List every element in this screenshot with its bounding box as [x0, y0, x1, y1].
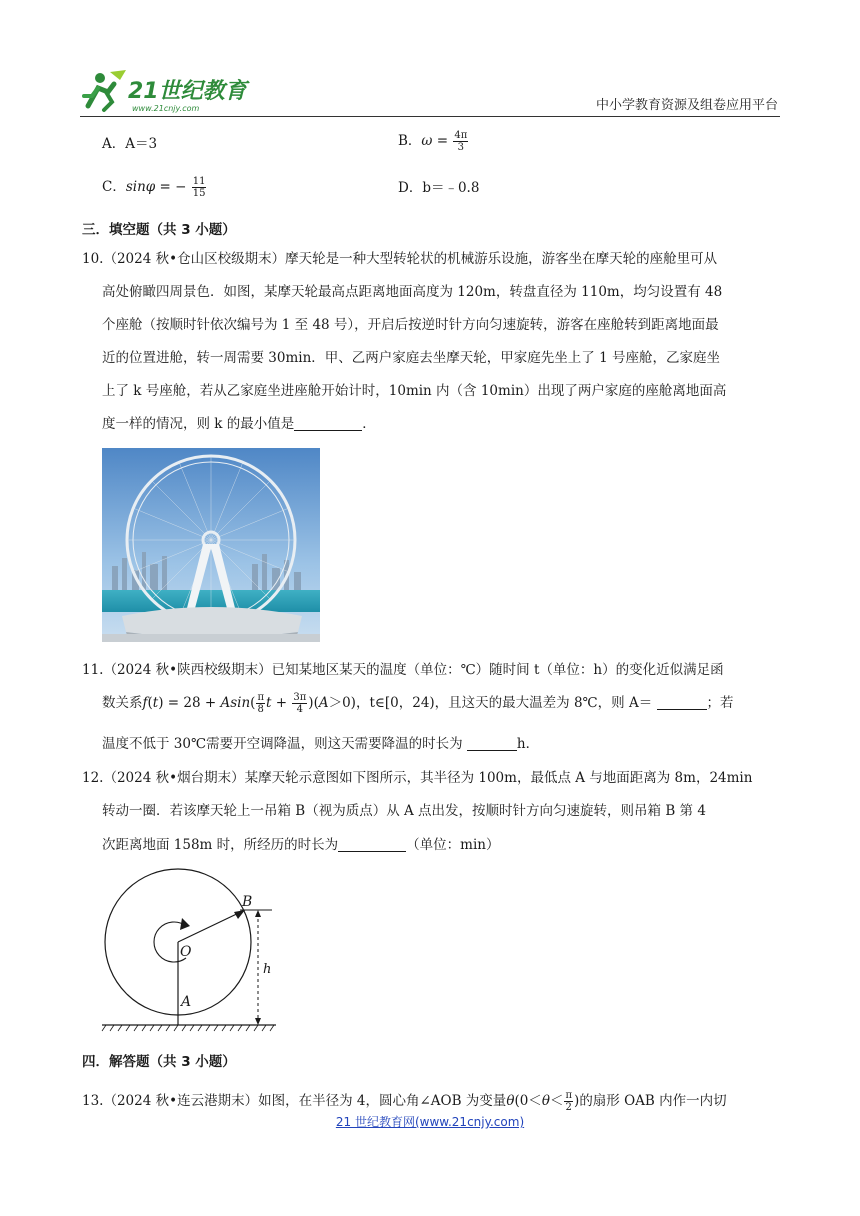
q11-line1: 11.（2024 秋•陕西校级期末）已知某地区某天的温度（单位：℃）随时间 t（单位：h）的变化近似满足函: [82, 662, 724, 678]
footer-link[interactable]: 21 世纪教育网(www.21cnjy.com): [335, 1115, 525, 1129]
answer-blank: [338, 837, 406, 852]
platform-name: 中小学教育资源及组卷应用平台: [595, 98, 778, 113]
q10-line1: 10.（2024 秋•仓山区校级期末）摩天轮是一种大型转轮状的机械游乐设施，游客坐在摩天轮的座舱里可从: [82, 251, 718, 267]
q11-line2: 数关系f(t) = 28 + Asin( $\frac{\pi}{8}$ t + $\frac{3\pi}{4}$ )(A＞0)，t∈[0，24)，且这天的最大温差为 8℃，则 A＝ ；若: [102, 692, 734, 715]
answer-blank: [294, 416, 362, 431]
fraction: $\frac{11}{15}$: [192, 176, 206, 199]
answer-blank: [467, 736, 517, 751]
q10-line3: 个座舱（按顺时针依次编号为 1 至 48 号），开启后按逆时针方向匀速旋转，游客在座舱转到距离地面最: [102, 317, 719, 333]
fraction: $\frac{4\pi}{3}$: [454, 130, 468, 153]
logo-text: 21世纪教育: [128, 79, 247, 104]
label-h: h: [263, 962, 272, 977]
q11-line3: 温度不低于 30℃需要开空调降温，则这天需要降温的时长为 h．: [102, 736, 540, 752]
q12-line1: 12.（2024 秋•烟台期末）某摩天轮示意图如下图所示，其半径为 100m，最低点 A 与地面距离为 8m，24min: [82, 770, 753, 786]
ferris-wheel-diagram: [100, 860, 280, 1040]
logo-url: www.21cnjy.com: [132, 104, 200, 113]
fraction: $\frac{\pi}{8}$: [257, 692, 265, 715]
ferris-wheel-photo: [102, 448, 320, 642]
fraction: $\frac{\pi}{2}$: [565, 1090, 573, 1113]
q10-line6: 度一样的情况，则 k 的最小值是 ．: [102, 416, 376, 432]
option-c: C．sinφ = − $\frac{11}{15}$: [102, 176, 206, 199]
logo: [80, 66, 250, 116]
option-b: B．ω = $\frac{4\pi}{3}$: [398, 130, 468, 153]
q10-line2: 高处俯瞰四周景色．如图，某摩天轮最高点距离地面高度为 120m，转盘直径为 110m，均匀设置有 48: [102, 284, 723, 300]
q10-line4: 近的位置进舱，转一周需要 30min．甲、乙两户家庭去坐摩天轮，甲家庭先坐上了 1 号座舱，乙家庭坐: [102, 350, 720, 366]
q10-line5: 上了 k 号座舱，若从乙家庭坐进座舱开始计时，10min 内（含 10min）出现了两户家庭的座舱离地面高: [102, 383, 727, 399]
option-a: A．A＝3: [102, 136, 158, 152]
label-o: O: [180, 944, 192, 960]
q12-line3: 次距离地面 158m 时，所经历的时长为 （单位：min）: [102, 837, 500, 853]
section-title-answer: 四．解答题（共 3 小题）: [82, 1054, 236, 1070]
answer-blank: [657, 695, 707, 710]
header-divider: [80, 116, 780, 117]
fraction: $\frac{3\pi}{4}$: [293, 692, 307, 715]
runner-logo-icon: [84, 70, 126, 110]
label-a: A: [181, 994, 192, 1010]
q12-line2: 转动一圈．若该摩天轮上一吊箱 B（视为质点）从 A 点出发，按顺时针方向匀速旋转，则吊箱 B 第 4: [102, 803, 706, 819]
q13-line1: 13.（2024 秋•连云港期末）如图，在半径为 4，圆心角∠AOB 为变量θ(0＜θ＜ $\frac{\pi}{2}$ )的扇形 OAB 内作一内切: [82, 1090, 727, 1113]
option-d: D．b＝﹣0.8: [398, 180, 480, 196]
label-b: B: [242, 894, 253, 910]
section-title-fill-in: 三．填空题（共 3 小题）: [82, 222, 236, 238]
